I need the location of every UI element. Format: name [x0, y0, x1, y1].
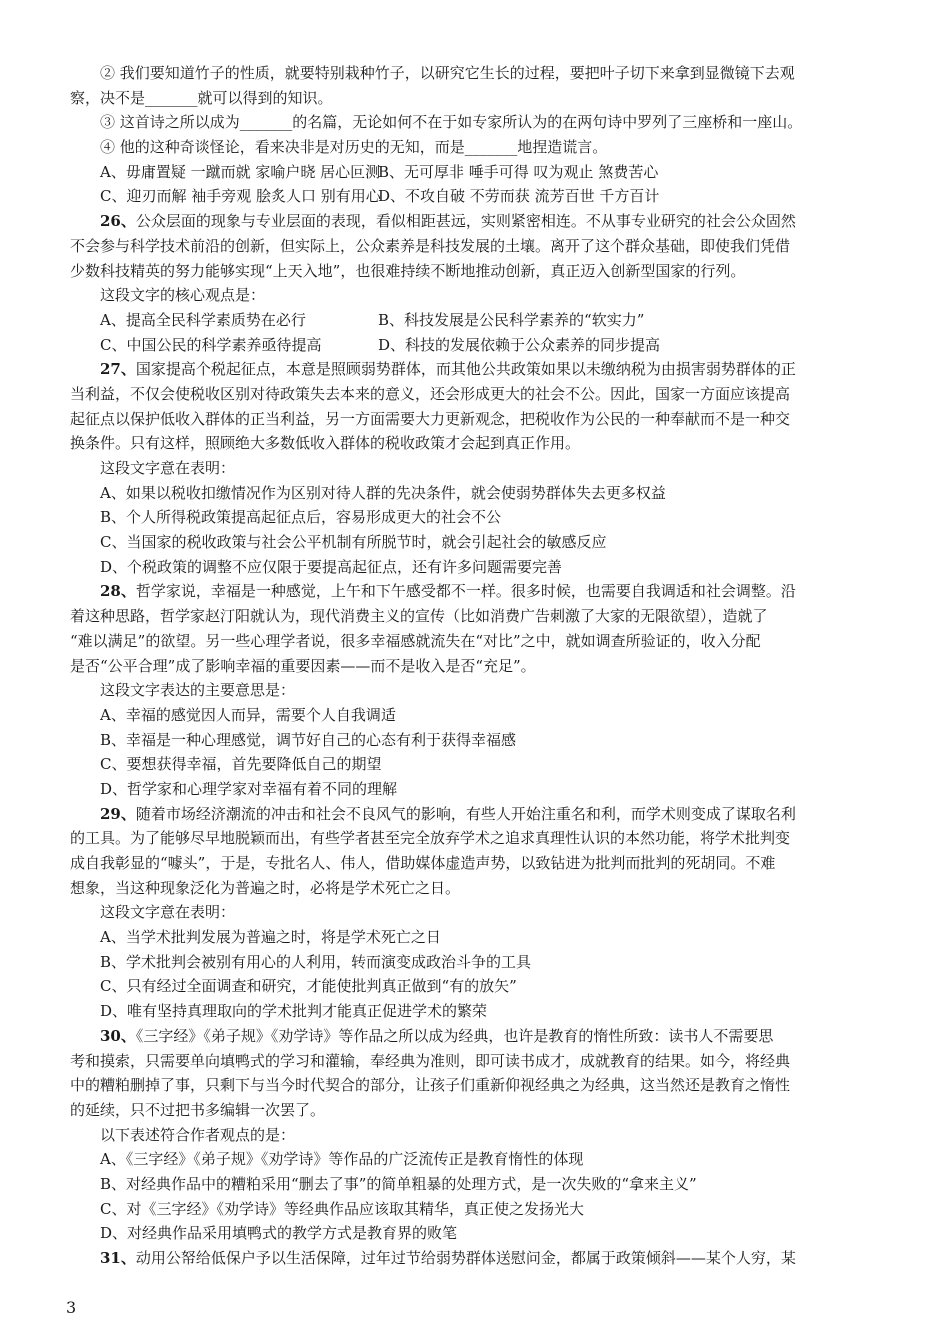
answer-option: A、如果以税收扣缴情况作为区别对待人群的先决条件，就会使弱势群体失去更多权益: [100, 483, 666, 502]
answer-option: B、个人所得税政策提高起征点后，容易形成更大的社会不公: [100, 508, 502, 527]
answer-option: B、对经典作品中的糟粕采用“删去了事”的简单粗暴的处理方式，是一次失败的“拿来主义”: [100, 1174, 697, 1193]
text-line: 想象，当这种现象泛化为普遍之时，必将是学术死亡之日。: [70, 878, 461, 897]
page-body: [70, 61, 882, 1271]
answer-option: D、个税政策的调整不应仅限于要提高起征点，还有许多问题需要完善: [100, 557, 563, 576]
question-number: 29、: [100, 804, 136, 823]
question-start-line: [70, 802, 882, 827]
paragraph-line: ④ 他的这种奇谈怪论，看来决非是对历史的无知，而是_______地捏造谎言。: [100, 138, 608, 157]
question-text: 《三字经》《弟子规》《劝学诗》等作品之所以成为经典，也许是教育的惰性所致：读书人不需要思: [135, 1026, 774, 1045]
text-line: 当利益，不仅会使税收区别对待政策失去本来的意义，还会形成更大的社会不公。因此，国家一方面应该提高: [70, 384, 791, 403]
option-left: A、提高全民科学素质势在必行: [100, 310, 306, 329]
answer-option: C、对《三字经》《劝学诗》等经典作品应该取其精华，真正使之发扬光大: [100, 1199, 584, 1218]
paragraph-line: 这段文字的核心观点是：: [100, 286, 266, 305]
question-text: 哲学家说，幸福是一种感觉，上午和下午感受都不一样。很多时候，也需要自我调适和社会调整。沿: [135, 582, 796, 601]
answer-option: D、唯有坚持真理取向的学术批判才能真正促进学术的繁荣: [100, 1002, 488, 1021]
option-row: [70, 160, 882, 185]
answer-option: D、哲学家和心理学家对幸福有着不同的理解: [100, 779, 398, 798]
paragraph-line: 这段文字表达的主要意思是：: [100, 681, 296, 700]
text-line: “难以满足”的欲望。另一些心理学者说，很多幸福感就流失在“对比”之中，就如调查所验证的，收入分配: [70, 631, 761, 650]
answer-option: C、只有经过全面调查和研究，才能使批判真正做到“有的放矢”: [100, 977, 517, 996]
question-text: 随着市场经济潮流的冲击和社会不良风气的影响，有些人开始注重名和利，而学术则变成了谋取名利: [135, 804, 796, 823]
paragraph-line: ② 我们要知道竹子的性质，就要特别栽种竹子，以研究它生长的过程，要把叶子切下来拿到显微镜下去观: [100, 64, 795, 82]
answer-option: C、要想获得幸福，首先要降低自己的期望: [100, 755, 382, 774]
question-text: 公众层面的现象与专业层面的表现，看似相距甚远，实则紧密相连。不从事专业研究的社会公众固然: [135, 212, 796, 231]
answer-option: B、学术批判会被别有用心的人利用，转而演变成政治斗争的工具: [100, 952, 532, 971]
text-line: 的延续，只不过把书多编辑一次罢了。: [70, 1100, 326, 1119]
text-line: 不会参与科学技术前沿的创新，但实际上，公众素养是科技发展的土壤。离开了这个群众基础，即使我们凭借: [70, 236, 791, 255]
option-left: A、毋庸置疑 一蹴而就 家喻户晓 居心叵测: [100, 162, 381, 181]
option-right: B、科技发展是公民科学素养的“软实力”: [378, 310, 645, 329]
text-line: 换条件。只有这样，照顾绝大多数低收入群体的税收政策才会起到真正作用。: [70, 434, 581, 453]
text-line: 着这种思路，哲学家赵汀阳就认为，现代消费主义的宣传（比如消费广告刺激了大家的无限欲望），造就了: [70, 607, 768, 626]
text-line: 成自我彰显的“噱头”，于是，专批名人、伟人，借助媒体虚造声势，以致钻进为批判而批判的死胡同。不难: [70, 854, 776, 872]
question-start-line: [70, 357, 882, 382]
answer-option: A、幸福的感觉因人而异，需要个人自我调适: [100, 705, 396, 724]
paragraph-line: 这段文字意在表明：: [100, 903, 236, 922]
option-left: C、迎刃而解 袖手旁观 脍炙人口 别有用心: [100, 187, 381, 206]
question-number: 28、: [100, 582, 136, 601]
question-text: 国家提高个税起征点，本意是照顾弱势群体，而其他公共政策如果以未缴纳税为由损害弱势群体的正: [135, 360, 796, 379]
paragraph-line: ③ 这首诗之所以成为_______的名篇，无论如何不在于如专家所认为的在两句诗中罗列了三座桥和一座山。: [100, 113, 803, 132]
page-number: 3: [66, 1298, 77, 1317]
answer-option: B、幸福是一种心理感觉，调节好自己的心态有利于获得幸福感: [100, 730, 517, 749]
text-line: 考和摸索，只需要单向填鸭式的学习和灌输，奉经典为准则，即可读书成才，成就教育的结果。如今，将经典: [70, 1051, 791, 1070]
text-line: 中的糟粕删掉了事，只剩下与当今时代契合的部分，让孩子们重新仰视经典之为经典，这当然还是教育之惰性: [70, 1076, 791, 1095]
answer-option: A、当学术批判发展为普遍之时，将是学术死亡之日: [100, 928, 441, 947]
option-right: D、不攻自破 不劳而获 流芳百世 千方百计: [378, 187, 660, 206]
option-right: B、无可厚非 唾手可得 叹为观止 煞费苦心: [378, 162, 659, 181]
text-line: 是否“公平合理”成了影响幸福的重要因素——而不是收入是否“充足”。: [70, 656, 536, 675]
question-number: 31、: [100, 1249, 136, 1267]
question-text: 动用公帑给低保户予以生活保障，过年过节给弱势群体送慰问金，都属于政策倾斜——某个人穷，某: [135, 1249, 796, 1267]
text-line: 的工具。为了能够尽早地脱颖而出，有些学者甚至完全放弃学术之追求真理性认识的本然功能，将学术批判变: [70, 829, 791, 848]
text-line: 起征点以保护低收入群体的正当利益，另一方面需要大力更新观念，把税收作为公民的一种奉献而不是一种交: [70, 409, 791, 428]
question-start-line: [70, 1024, 882, 1049]
answer-option: D、对经典作品采用填鸭式的教学方式是教育界的败笔: [100, 1224, 458, 1243]
paragraph-line: 以下表述符合作者观点的是：: [100, 1125, 296, 1144]
question-number: 30、: [100, 1026, 136, 1045]
option-row: [70, 333, 882, 358]
option-row: [70, 308, 882, 333]
question-start-line: [70, 1246, 882, 1271]
text-line: 少数科技精英的努力能够实现“上天入地”，也很难持续不断地推动创新，真正迈入创新型国家的行列。: [70, 261, 746, 280]
question-number: 27、: [100, 360, 136, 379]
text-line: 察，决不是_______就可以得到的知识。: [70, 88, 333, 107]
option-left: C、中国公民的科学素养亟待提高: [100, 335, 322, 354]
paragraph-line: 这段文字意在表明：: [100, 459, 236, 477]
option-right: D、科技的发展依赖于公众素养的同步提高: [378, 335, 661, 354]
answer-option: C、当国家的税收政策与社会公平机制有所脱节时，就会引起社会的敏感反应: [100, 533, 607, 552]
answer-option: A、《三字经》《弟子规》《劝学诗》等作品的广泛流传正是教育惰性的体现: [100, 1150, 584, 1169]
question-number: 26、: [100, 212, 136, 231]
option-row: [70, 184, 882, 209]
question-start-line: [70, 209, 882, 234]
question-start-line: [70, 579, 882, 604]
